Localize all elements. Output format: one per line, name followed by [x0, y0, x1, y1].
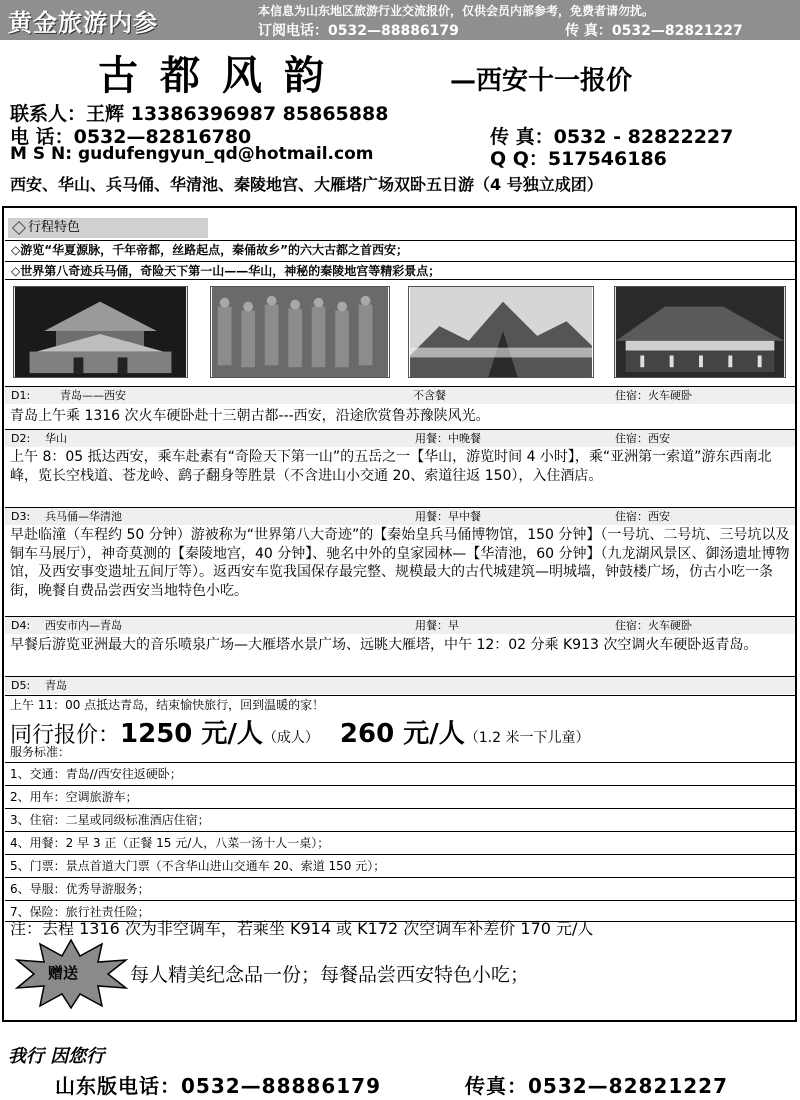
day-header — [5, 676, 795, 694]
service-item: 5、门票：景点首道大门票（不含华山进山交通车 20、索道 150 元）； — [5, 854, 795, 876]
day-route: 青岛——西安 — [60, 389, 126, 402]
page-title: 古都风韵 — [98, 52, 346, 99]
day-meal: 用餐：早 — [415, 619, 459, 632]
day-header — [5, 507, 795, 525]
contact-person: 联系人：王辉 13386396987 85865888 — [10, 103, 389, 125]
day-stay: 住宿：西安 — [615, 432, 670, 445]
feature-item: ◇世界第八奇迹兵马俑，奇险天下第一山——华山，神秘的秦陵地宫等精彩景点； — [5, 261, 795, 280]
day-meal: 用餐：中晚餐 — [415, 432, 481, 445]
child-price: 260 元/人 — [339, 719, 465, 749]
brand-title: 黄金旅游内参 — [8, 8, 158, 37]
services-title: 服务标准： — [10, 745, 71, 759]
footer-fax: 传真：0532—82821227 — [465, 1074, 728, 1098]
route-title: 西安、华山、兵马俑、华清池、秦陵地宫、大雁塔广场双卧五日游（4 号独立成团） — [10, 175, 603, 194]
gift-badge-label: 赠送 — [48, 964, 79, 982]
service-item: 7、保险：旅行社责任险； — [5, 900, 795, 922]
day-stay: 住宿：火车硬卧 — [615, 619, 692, 632]
header-notice: 本信息为山东地区旅游行业交流报价，仅供会员内部参考，免费者请勿扰。 — [258, 4, 655, 18]
day-stay: 住宿：西安 — [615, 510, 670, 523]
service-item: 1、交通：青岛//西安往返硬卧； — [5, 762, 795, 784]
day-header — [5, 616, 795, 634]
day-route: 兵马俑—华清池 — [45, 510, 122, 523]
features-tag: 行程特色 — [8, 218, 208, 238]
day-header — [5, 386, 795, 404]
day-description: 早餐后游览亚洲最大的音乐喷泉广场—大雁塔水景广场、远眺大雁塔，中午 12：02 分乘 K913 次空调火车硬卧返青岛。 — [10, 637, 758, 653]
day-meal: 用餐：早中餐 — [415, 510, 481, 523]
contact-msn: M S N: gudufengyun_qd@hotmail.com — [10, 144, 374, 164]
price-label: 同行报价： — [10, 723, 121, 748]
adult-note: （成人） — [262, 730, 319, 746]
day-stay: 住宿：火车硬卧 — [615, 389, 692, 402]
photo-huashan-mountain — [408, 286, 594, 378]
gift-text: 每人精美纪念品一份；每餐品尝西安特色小吃； — [130, 964, 530, 986]
day-label: D5: — [11, 679, 31, 692]
service-item: 3、住宿：二星或同级标准酒店住宿； — [5, 808, 795, 830]
header-fax: 传 真：0532—82821227 — [565, 23, 743, 39]
contact-fax: 传 真：0532 - 82822227 — [490, 126, 734, 148]
day-label: D4: — [11, 619, 31, 632]
day-description: 青岛上午乘 1316 次火车硬卧赴十三朝古都---西安，沿途欣赏鲁苏豫陕风光。 — [10, 408, 490, 424]
footer-phone: 山东版电话：0532—88886179 — [55, 1074, 381, 1098]
day-label: D3: — [11, 510, 31, 523]
child-note: （1.2 米一下儿童） — [464, 730, 590, 746]
service-item: 2、用车：空调旅游车； — [5, 785, 795, 807]
day-label: D2: — [11, 432, 31, 445]
subscribe-phone: 订阅电话：0532—88886179 — [258, 23, 459, 39]
day-route: 青岛 — [45, 679, 67, 692]
page-subtitle: —西安十一报价 — [450, 66, 633, 96]
day-meal: 不含餐 — [413, 389, 446, 402]
photo-night-scene — [614, 286, 786, 378]
day-description: 早赴临潼（车程约 50 分钟）游被称为“世界第八大奇迹”的【秦始皇兵马俑博物馆，150 分钟】（一号坑、二号坑、三号坑以及铜车马展厅），神奇莫测的【秦陵地宫，40 分钟】、驰名中外的皇家园林—【华清池，60 分钟】（九龙湖风景区、御汤遗址博物馆，及西安事变遗址五间厅等）。返西安车览我国保存最完整、规模最大的古代城建筑—明城墙，钟鼓楼广场，仿古小吃一条街，晚餐自费品尝西安当地特色小吃。 — [10, 527, 790, 599]
feature-item: ◇游览“华夏源脉，千年帝都，丝路起点，秦俑故乡”的六大古都之首西安； — [5, 240, 795, 259]
photo-bell-tower — [13, 286, 188, 378]
service-item: 6、导服：优秀导游服务； — [5, 877, 795, 899]
day-label: D1: — [11, 389, 31, 402]
note-text: 注：去程 1316 次为非空调车，若乘坐 K914 或 K172 次空调车补差价 170 元/人 — [10, 919, 594, 938]
slogan: 我行 因您行 — [8, 1046, 105, 1067]
day-description: 上午 11：00 点抵达青岛，结束愉快旅行，回到温暖的家！ — [5, 695, 795, 715]
adult-price: 1250 元/人 — [120, 719, 263, 749]
contact-qq: Q Q：517546186 — [490, 148, 667, 170]
day-route: 西安市内—青岛 — [45, 619, 122, 632]
price-line — [10, 713, 589, 750]
photo-terracotta-warriors — [210, 286, 390, 378]
service-item: 4、用餐：2 早 3 正（正餐 15 元/人，八菜一汤十人一桌）； — [5, 831, 795, 853]
day-route: 华山 — [45, 432, 67, 445]
contact-phone: 电 话：0532—82816780 — [10, 126, 252, 148]
day-description: 上午 8：05 抵达西安，乘车赴素有“奇险天下第一山”的五岳之一【华山，游览时间 4 小时】，乘“亚洲第一索道”游东西南北峰，览长空栈道、苍龙岭、鹞子翻身等胜景（不含进山小交通 20、索道往返 150），入住酒店。 — [10, 449, 772, 484]
day-header — [5, 429, 795, 447]
header-bar — [0, 0, 800, 40]
